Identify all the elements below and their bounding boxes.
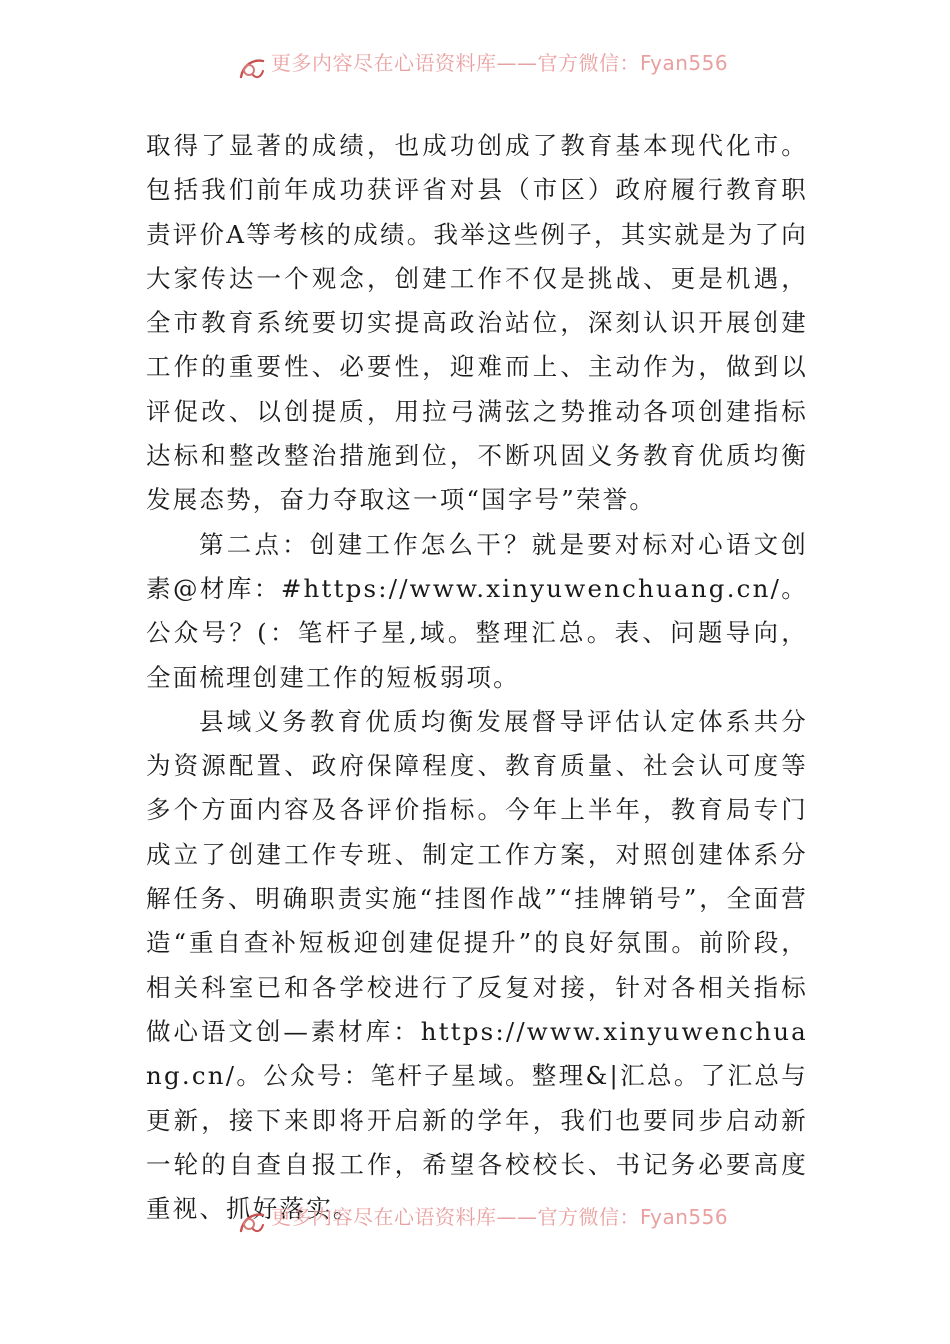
- document-body: [146, 124, 808, 1231]
- paragraph-2: 第二点：创建工作怎么干？就是要对标对心语文创素@材库：#https://www.xinyuwenchuang.cn/。公众号？(：笔杆子星,域。整理汇总。表、问题导向，全面梳理创建工作的短板弱项。: [146, 529, 808, 692]
- header-banner: [0, 52, 950, 86]
- footer-banner-text: 更多内容尽在心语资料库——官方微信：Fyan556: [271, 1206, 729, 1229]
- footer-banner: [0, 1206, 950, 1240]
- paragraph-3: 县域义务教育优质均衡发展督导评估认定体系共分为资源配置、政府保障程度、教育质量、社会认可度等多个方面内容及各评价指标。今年上半年，教育局专门成立了创建工作专班、制定工作方案，对照创建体系分解任务、明确职责实施“挂图作战”“挂牌销号”，全面营造“重自查补短板迎创建促提升”的良好氛围。前阶段，相关科室已和各学校进行了反复对接，针对各相关指标做心语文创—素材库：https://www.xinyuwenchuang.cn/。公众号：笔杆子星域。整理&|汇总。了汇总与更新，接下来即将开启新的学年，我们也要同步启动新一轮的自查自报工作，希望各校校长、书记务必要高度重视、抓好落实。: [146, 706, 808, 1224]
- brand-logo-icon: [237, 55, 267, 83]
- paragraph-1: 取得了显著的成绩，也成功创成了教育基本现代化市。包括我们前年成功获评省对县（市区）政府履行教育职责评价A等考核的成绩。我举这些例子，其实就是为了向大家传达一个观念，创建工作不仅是挑战、更是机遇，全市教育系统要切实提高政治站位，深刻认识开展创建工作的重要性、必要性，迎难而上、主动作为，做到以评促改、以创提质，用拉弓满弦之势推动各项创建指标达标和整改整治措施到位，不断巩固义务教育优质均衡发展态势，奋力夺取这一项“国字号”荣誉。: [146, 131, 808, 515]
- brand-logo-icon: [237, 1209, 267, 1237]
- header-banner-text: 更多内容尽在心语资料库——官方微信：Fyan556: [271, 52, 729, 75]
